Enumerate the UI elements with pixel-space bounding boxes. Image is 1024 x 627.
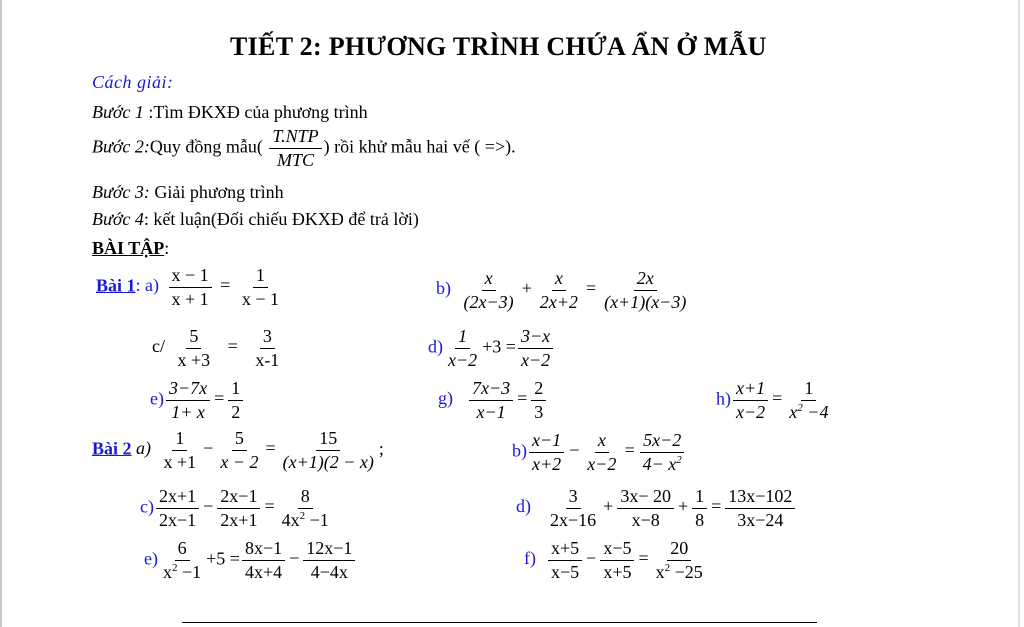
bai1-e	[150, 378, 245, 422]
denominator: x − 1	[241, 288, 279, 309]
base: 4− x	[642, 453, 677, 474]
denominator: x−2	[448, 349, 478, 370]
denominator: x +1	[163, 451, 197, 472]
item-label: a)	[136, 438, 152, 459]
denominator: x−2	[736, 401, 766, 422]
operator: −	[203, 496, 214, 517]
operator: =	[584, 278, 598, 299]
bai2-d	[516, 486, 797, 530]
operator: −	[568, 440, 581, 461]
denominator: (x+1)(x−3)	[604, 291, 687, 312]
denominator: 2x+1	[220, 509, 258, 530]
bai2-label: Bài 2	[92, 438, 132, 459]
bai1-c	[152, 326, 284, 370]
operator: =	[227, 336, 238, 357]
denominator: 4x+4	[244, 561, 283, 582]
numerator: 3−7x	[166, 378, 210, 401]
step-4	[92, 209, 419, 230]
page-title: TIẾT 2: PHƯƠNG TRÌNH CHỨA ẨN Ở MẪU	[230, 32, 767, 61]
page-right-border	[1018, 0, 1020, 627]
bottom-rule	[182, 622, 817, 623]
step-2-text-before: Quy đồng mẫu(	[149, 136, 268, 157]
denominator: 2x−16	[550, 509, 597, 530]
operator: =	[772, 388, 783, 409]
step-2-text-after: ) rồi khử mẫu hai vế ( =>).	[323, 136, 516, 157]
operator: +	[603, 496, 614, 517]
tail: −1	[177, 561, 202, 582]
numerator: 1	[228, 378, 243, 401]
numerator: 3−x	[518, 326, 553, 349]
bai1-g	[438, 378, 548, 422]
numerator: x+1	[733, 378, 768, 401]
exercises-heading	[92, 238, 169, 259]
semicolon: ;	[378, 438, 384, 459]
numerator: x−1	[529, 430, 564, 453]
operator: +	[520, 278, 533, 299]
denominator: (2x−3)	[463, 291, 514, 312]
item-label: h)	[716, 388, 731, 409]
fraction-denominator: MTC	[276, 149, 314, 170]
numerator: 3	[566, 486, 581, 509]
item-label: e)	[144, 548, 158, 569]
tail: −1	[305, 509, 329, 530]
numerator: 8	[298, 486, 313, 509]
numerator: x−5	[600, 538, 634, 561]
numerator: 20	[667, 538, 691, 561]
operator: −	[203, 438, 214, 459]
bai1-d	[428, 326, 555, 370]
operator: −	[586, 548, 597, 569]
denominator: x − 2	[220, 451, 259, 472]
numerator: x+5	[548, 538, 582, 561]
fraction-numerator: T.NTP	[269, 126, 321, 149]
step-2-label: Bước 2:	[92, 136, 150, 157]
item-label: b)	[436, 278, 451, 299]
denominator: x+2	[532, 453, 562, 474]
step-3	[92, 182, 284, 203]
numerator: 2	[531, 378, 546, 401]
base: x	[655, 561, 665, 582]
operator: =	[220, 275, 231, 296]
exponent: 2	[676, 453, 682, 466]
numerator: 2x+1	[156, 486, 199, 509]
bai2-e	[144, 538, 357, 582]
numerator: 5x−2	[640, 430, 684, 453]
bai1-b	[436, 268, 691, 312]
numerator: 3	[260, 326, 275, 349]
denominator	[160, 561, 204, 583]
exponent: 2	[797, 401, 803, 414]
item-label: c)	[140, 496, 154, 517]
numerator: 5	[232, 428, 247, 451]
denominator: x + 1	[171, 288, 209, 309]
exponent: 2	[664, 561, 671, 574]
numerator: 3x− 20	[617, 486, 674, 509]
bai1-a	[96, 265, 284, 309]
base: 4x	[281, 509, 300, 530]
operator: −	[289, 548, 300, 569]
operator: +	[677, 496, 689, 517]
operator: =	[214, 388, 225, 409]
bai2-b	[512, 430, 687, 474]
item-label: c/	[152, 336, 165, 357]
item-label: : a)	[135, 275, 159, 296]
denominator	[786, 401, 831, 423]
bai1-h	[716, 378, 833, 422]
term: +5 =	[206, 548, 240, 569]
item-label: g)	[438, 388, 453, 409]
method-heading: Cách giải:	[92, 72, 174, 92]
operator: =	[264, 496, 275, 517]
step-3-label: Bước 3:	[92, 182, 150, 202]
bai2-a	[92, 428, 384, 472]
base: x	[162, 561, 172, 582]
step-2-fraction	[269, 126, 321, 170]
numerator: 1	[172, 428, 187, 451]
numerator: 1	[801, 378, 816, 401]
denominator: 8	[695, 509, 705, 530]
item-label: e)	[150, 388, 164, 409]
exercises-heading-label: BÀI TẬP	[92, 238, 165, 258]
item-label: b)	[512, 440, 527, 461]
base: x	[789, 401, 798, 422]
numerator: x	[595, 430, 609, 453]
denominator: 3x−24	[737, 509, 784, 530]
numerator: 1	[455, 326, 470, 349]
denominator: (x+1)(2 − x)	[282, 451, 374, 472]
item-label: d)	[428, 336, 443, 357]
exercises-heading-colon: :	[164, 238, 170, 258]
denominator: 4−4x	[310, 561, 348, 582]
term: +3 =	[482, 336, 516, 357]
denominator: 2	[231, 401, 241, 422]
numerator: 6	[175, 538, 190, 561]
step-1-label: Bước 1	[92, 102, 149, 122]
step-1-text: :Tìm ĐKXĐ của phương trình	[148, 102, 368, 122]
operator: =	[711, 496, 722, 517]
numerator: 8x−1	[242, 538, 285, 561]
item-label: f)	[524, 548, 536, 569]
numerator: 2x	[634, 268, 657, 291]
denominator: x−8	[631, 509, 660, 530]
exponent: 2	[171, 561, 178, 574]
operator: =	[638, 548, 649, 569]
operator: =	[265, 438, 276, 459]
numerator: x − 1	[169, 265, 212, 288]
item-label: d)	[516, 496, 531, 517]
denominator	[640, 453, 685, 475]
numerator: 15	[316, 428, 340, 451]
tail: −4	[802, 401, 829, 422]
denominator: 2x+2	[539, 291, 578, 312]
step-2	[92, 126, 516, 170]
numerator: 12x−1	[303, 538, 355, 561]
denominator: x−2	[587, 453, 617, 474]
numerator: x	[552, 268, 566, 291]
step-4-label: Bước 4	[92, 209, 144, 229]
bai2-f	[524, 538, 708, 582]
denominator: x+5	[603, 561, 632, 582]
numerator: 13x−102	[725, 486, 795, 509]
denominator	[279, 509, 332, 531]
numerator: 7x−3	[469, 378, 513, 401]
bai2-c	[140, 486, 334, 530]
bai1-label: Bài 1	[96, 275, 136, 296]
page-left-border	[0, 0, 2, 627]
denominator: x +3	[177, 349, 211, 370]
denominator: 1+ x	[171, 401, 205, 422]
denominator: x-1	[255, 349, 280, 370]
denominator: x−2	[520, 349, 551, 370]
operator: =	[517, 388, 528, 409]
numerator: x	[482, 268, 496, 291]
tail: −25	[670, 561, 703, 582]
denominator: 2x−1	[158, 509, 197, 530]
numerator: 5	[186, 326, 201, 349]
step-4-text: : kết luận(Đối chiếu ĐKXĐ để trả lời)	[143, 209, 419, 229]
denominator: x−1	[476, 401, 506, 422]
numerator: 1	[253, 265, 268, 288]
step-1	[92, 102, 368, 123]
step-3-text: Giải phương trình	[149, 182, 284, 202]
operator: =	[623, 440, 636, 461]
denominator	[653, 561, 706, 583]
numerator: 1	[692, 486, 707, 509]
denominator: x−5	[551, 561, 580, 582]
exponent: 2	[299, 509, 306, 522]
denominator: 3	[534, 401, 544, 422]
numerator: 2x−1	[217, 486, 260, 509]
